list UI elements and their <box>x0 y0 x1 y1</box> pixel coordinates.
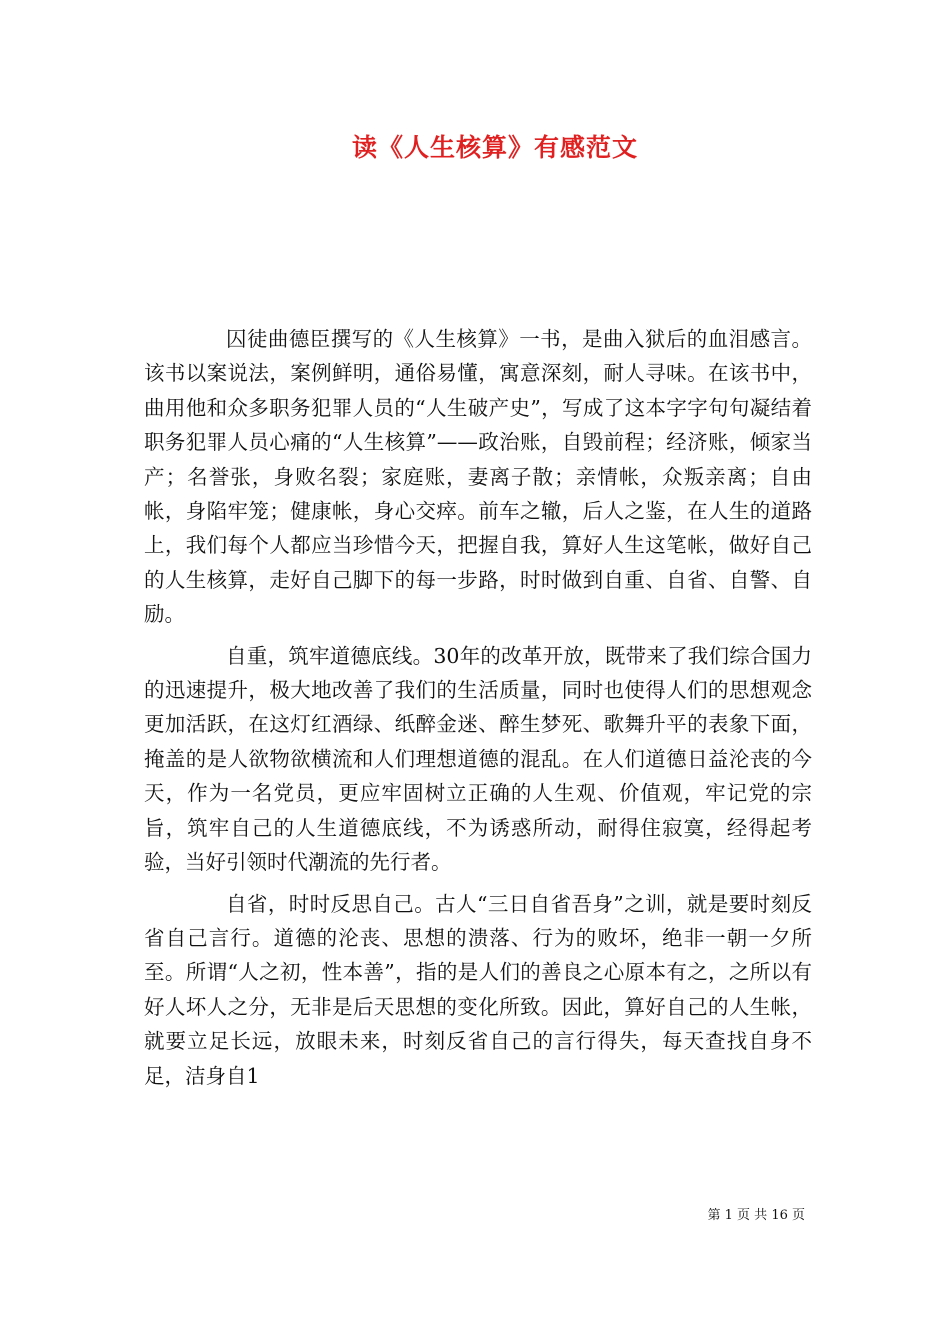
document-title: 读《人生核算》有感范文 <box>351 133 638 162</box>
document-body <box>144 322 812 1100</box>
paragraph-3: 自省，时时反思自己。古人“三日自省吾身”之训，就是要时刻反省自己言行。道德的沦丧、思想的溃落、行为的败坏，绝非一朝一夕所至。所谓“人之初，性本善”，指的是人们的善良之心原本有之，之所以有好人坏人之分，无非是后天思想的变化所致。因此，算好自己的人生帐，就要立足长远，放眼未来，时刻反省自己的言行得失，每天查找自身不足，洁身自1 <box>144 891 812 1088</box>
page-number: 第 1 页 共 16 页 <box>707 1208 805 1223</box>
paragraph-1: 囚徒曲德臣撰写的《人生核算》一书，是曲入狱后的血泪感言。该书以案说法，案例鲜明，通俗易懂，寓意深刻，耐人寻味。在该书中，曲用他和众多职务犯罪人员的“人生破产史”，写成了这本字字句句凝结着职务犯罪人员心痛的“人生核算”——政治账，自毁前程；经济账，倾家当产；名誉张，身败名裂；家庭账，妻离子散；亲情帐，众叛亲离；自由帐，身陷牢笼；健康帐，身心交瘁。前车之辙，后人之鉴，在人生的道路上，我们每个人都应当珍惜今天，把握自我，算好人生这笔帐，做好自己的人生核算，走好自己脚下的每一步路，时时做到自重、自省、自警、自励。 <box>144 327 812 627</box>
paragraph-2: 自重，筑牢道德底线。30年的改革开放，既带来了我们综合国力的迅速提升，极大地改善了我们的生活质量，同时也使得人们的思想观念更加活跃，在这灯红酒绿、纸醉金迷、醉生梦死、歌舞升平的表象下面，掩盖的是人欲物欲横流和人们理想道德的混乱。在人们道德日益沦丧的今天，作为一名党员，更应牢固树立正确的人生观、价值观，牢记党的宗旨，筑牢自己的人生道德底线，不为诱惑所动，耐得住寂寞，经得起考验，当好引领时代潮流的先行者。 <box>144 643 812 875</box>
